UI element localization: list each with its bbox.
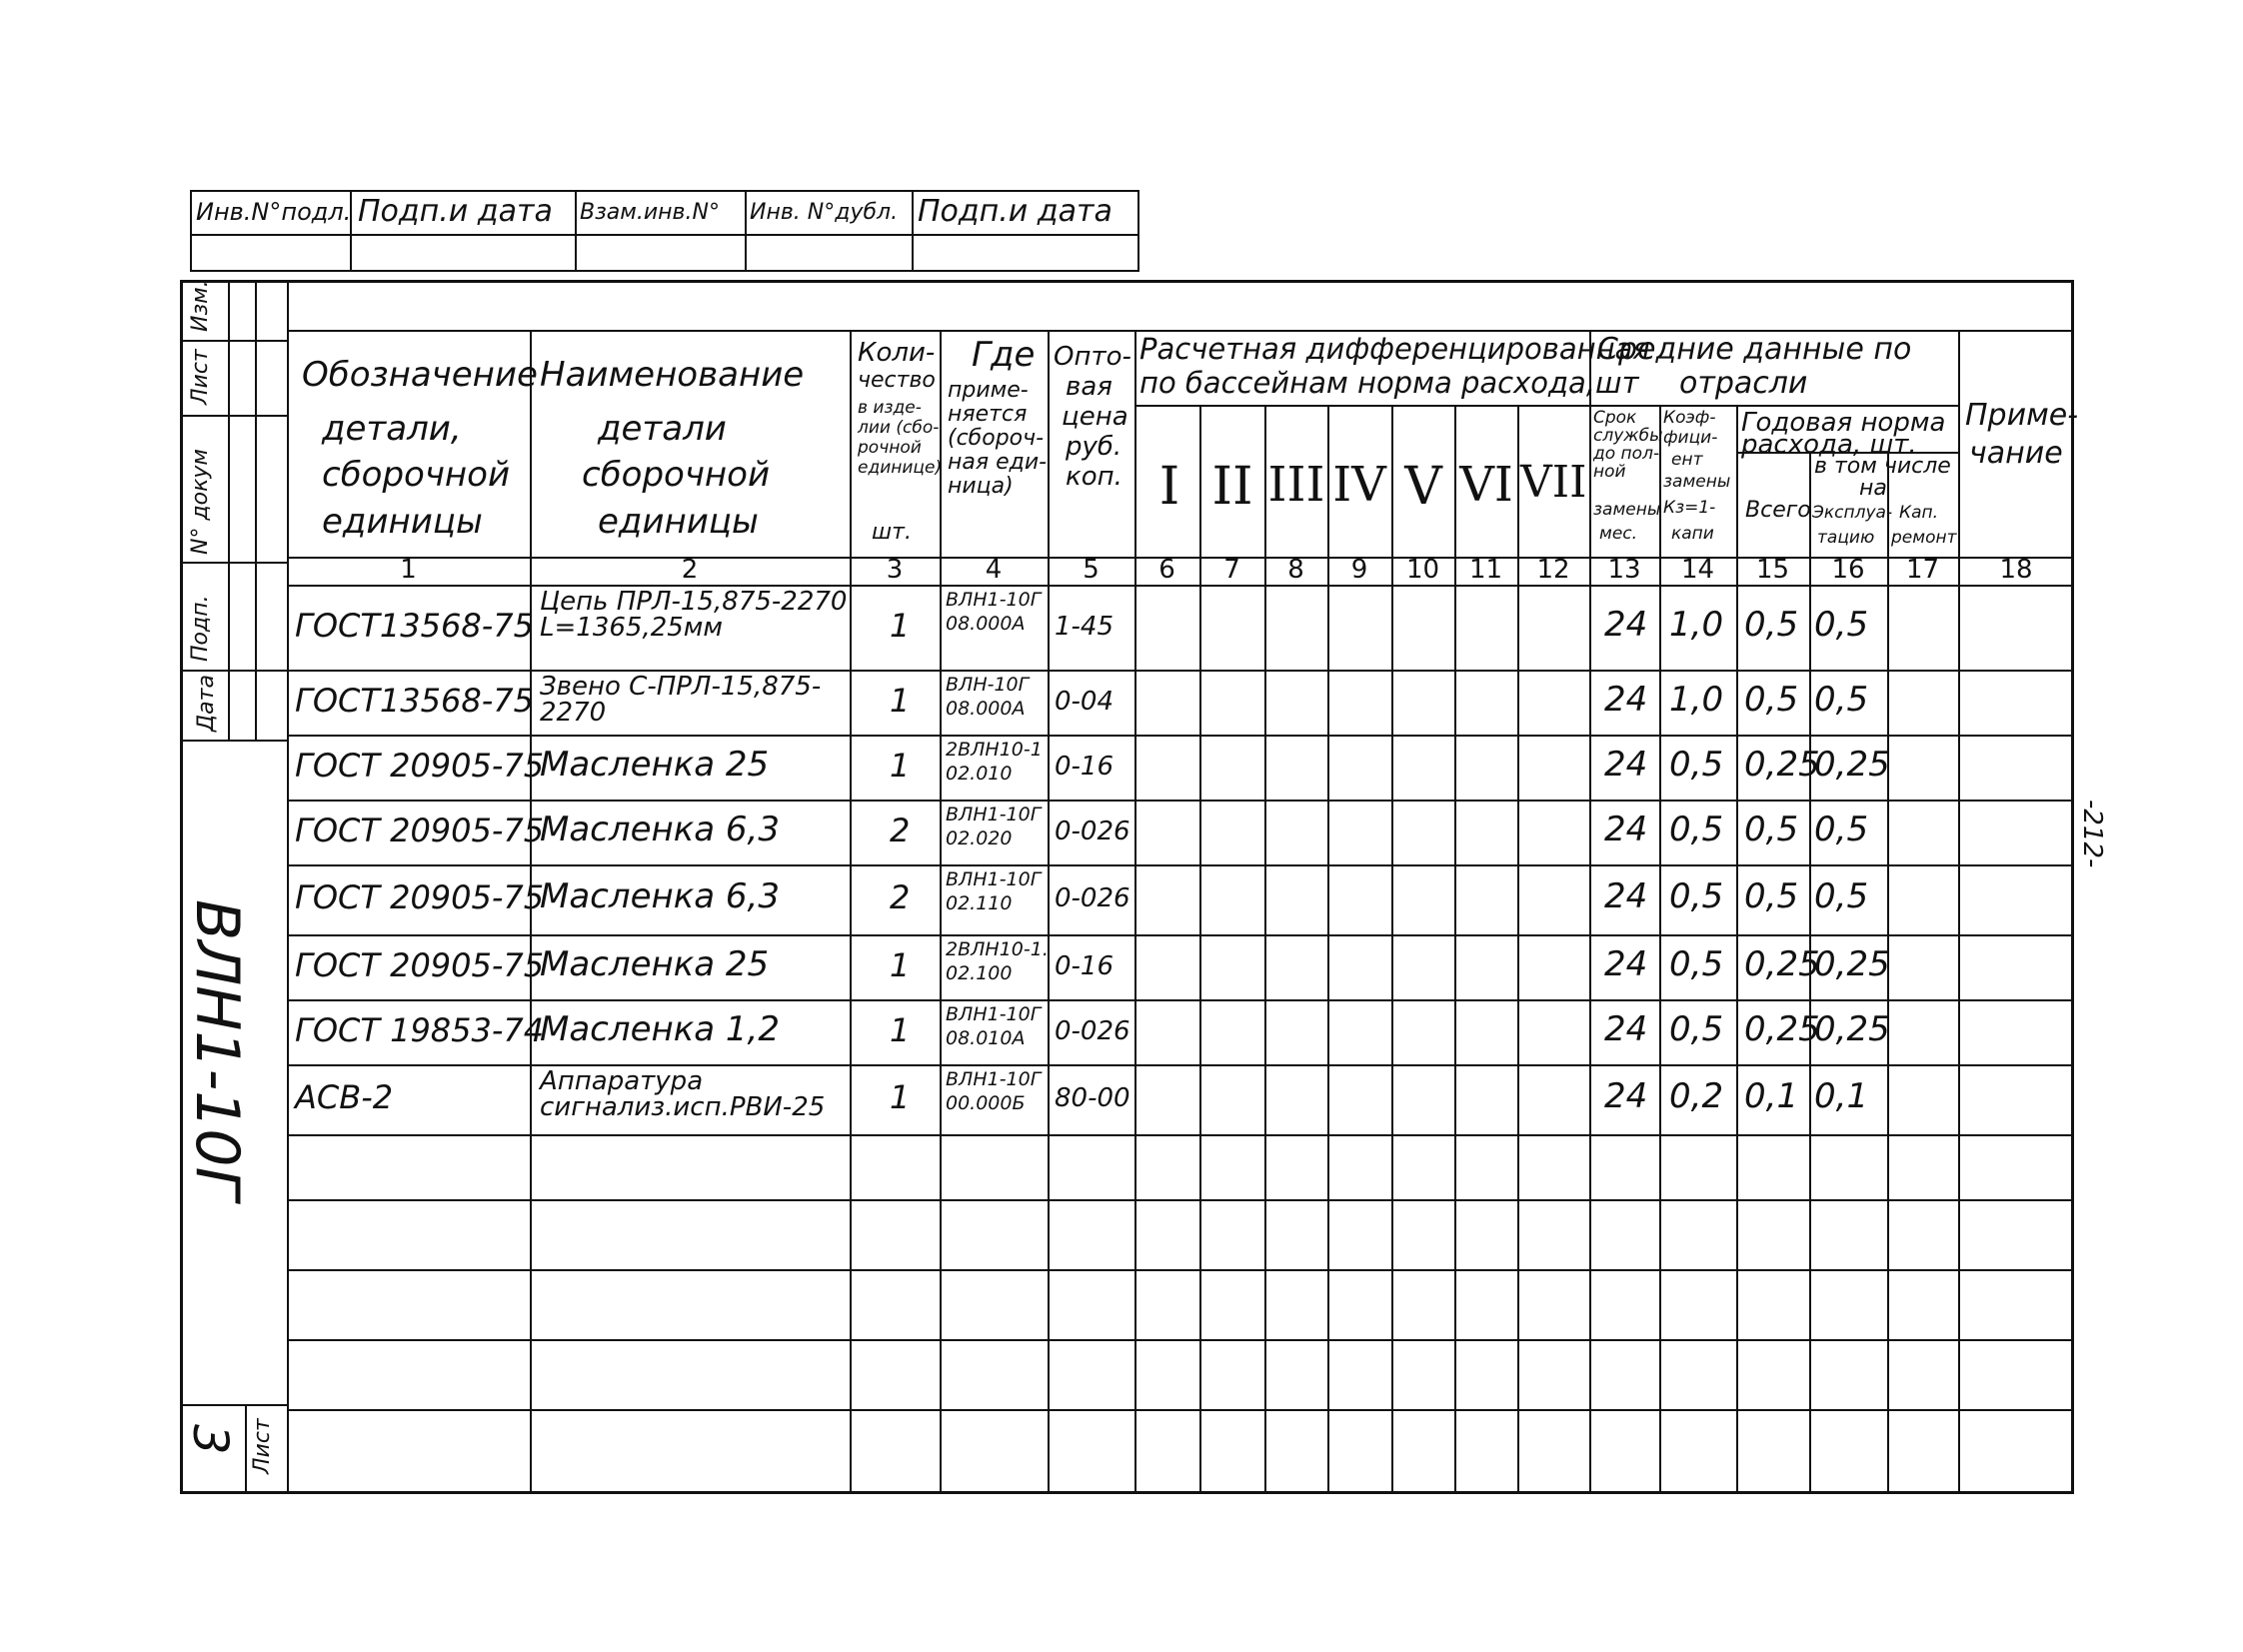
header-price-3: цена [1062, 402, 1128, 432]
row-expl: 0,25 [1814, 744, 1890, 785]
stamp-label-sign1: Подп.и дата [358, 194, 553, 229]
row-total: 0,5 [1744, 679, 1799, 720]
header-price-5: коп. [1066, 462, 1122, 492]
side-label-date: Дата [194, 675, 219, 732]
header-name-2: детали [598, 409, 727, 449]
header-incl-2: на [1859, 476, 1887, 501]
header-qty-5: рочной [858, 438, 922, 458]
row-total: 0,25 [1744, 943, 1820, 984]
row-name-line2: 2270 [540, 698, 607, 728]
header-srok-3: до пол- [1593, 444, 1660, 464]
column-number-14: 14 [1680, 555, 1715, 585]
row-srok: 24 [1604, 809, 1648, 849]
row-designation: ГОСТ 20905-75 [295, 878, 545, 916]
row-name: Масленка 6,3 [540, 876, 780, 916]
column-number-4: 4 [985, 555, 1003, 585]
row-total: 0,5 [1744, 876, 1799, 916]
header-qty-3: в изде- [858, 398, 922, 418]
header-incl-1: в том числе [1814, 454, 1951, 479]
column-number-9: 9 [1350, 555, 1368, 585]
header-designation-4: единицы [322, 502, 483, 542]
column-number-18: 18 [1999, 555, 2033, 585]
header-annual-2: расхода, шт. [1741, 430, 1917, 460]
row-koef: 0,5 [1669, 744, 1724, 785]
row-where-line1: 2ВЛН10-1 [946, 739, 1043, 761]
document-code: ВЛН1-10Г [182, 899, 252, 1200]
sheet-number: 3 [182, 1424, 238, 1455]
row-qty: 1 [890, 1010, 911, 1049]
header-koef-3: ент [1671, 450, 1703, 470]
row-name: Масленка 6,3 [540, 809, 780, 849]
column-number-5: 5 [1083, 555, 1100, 585]
header-where-6: ница) [948, 474, 1014, 499]
column-number-3: 3 [886, 555, 904, 585]
header-qty-6: единице) [858, 458, 943, 478]
header-note-2: чание [1969, 436, 2063, 471]
row-where-line1: 2ВЛН10-1. [946, 938, 1049, 960]
row-expl: 0,5 [1814, 809, 1869, 849]
row-where-line1: ВЛН1-10Г [946, 1068, 1042, 1090]
row-designation: ГОСТ 20905-75 [295, 746, 545, 785]
header-kap-1: Кап. [1899, 503, 1939, 523]
header-where-3: няется [948, 402, 1028, 427]
side-label-doc: N° докум [188, 448, 213, 555]
column-number-13: 13 [1607, 555, 1641, 585]
header-basin-group-1: Расчетная дифференцированная [1139, 332, 1650, 366]
stamp-label-sign2: Подп.и дата [918, 194, 1113, 229]
basin-III: III [1267, 457, 1325, 513]
row-name-line1: Звено С-ПРЛ-15,875- [540, 672, 822, 702]
row-where-line1: ВЛН1-10Г [946, 1003, 1042, 1025]
header-where-1: Где [972, 335, 1036, 375]
row-name-line2: сигнализ.исп.РВИ-25 [540, 1092, 826, 1122]
row-expl: 0,5 [1814, 876, 1869, 916]
column-number-1: 1 [400, 555, 417, 585]
row-expl: 0,25 [1814, 943, 1890, 984]
header-srok-4: ной [1593, 462, 1626, 482]
header-koef-4: замены [1663, 472, 1731, 492]
basin-VI: VI [1459, 457, 1513, 513]
column-number-16: 16 [1831, 555, 1865, 585]
row-name-line1: Цепь ПРЛ-15,875-2270 [540, 587, 848, 617]
header-name-3: сборочной [582, 455, 771, 495]
header-where-5: ная еди- [948, 450, 1048, 475]
header-price-2: вая [1066, 372, 1113, 402]
row-srok: 24 [1604, 1008, 1648, 1049]
row-where-line2: 08.010А [946, 1027, 1026, 1049]
basin-V: V [1404, 457, 1442, 517]
row-srok: 24 [1604, 744, 1648, 785]
row-total: 0,25 [1744, 1008, 1820, 1049]
row-designation: ГОСТ 19853-74 [295, 1010, 545, 1049]
header-total: Всего [1745, 498, 1811, 523]
row-koef: 0,5 [1669, 1008, 1724, 1049]
basin-IV: IV [1332, 457, 1386, 513]
row-koef: 0,2 [1669, 1076, 1724, 1116]
row-where-line2: 02.110 [946, 892, 1013, 914]
row-koef: 0,5 [1669, 876, 1724, 916]
row-koef: 0,5 [1669, 943, 1724, 984]
row-price: 0-04 [1055, 686, 1115, 717]
row-designation: ГОСТ13568-75 [295, 606, 534, 645]
row-designation: ГОСТ13568-75 [295, 681, 534, 720]
column-number-17: 17 [1905, 555, 1940, 585]
header-name-1: Наименование [540, 355, 805, 395]
row-price: 0-026 [1055, 1015, 1130, 1046]
row-name: Масленка 1,2 [540, 1008, 780, 1049]
row-where-line2: 02.020 [946, 827, 1013, 849]
column-number-7: 7 [1223, 555, 1240, 585]
header-avg-group-2: отрасли [1679, 366, 1808, 401]
row-price: 1-45 [1055, 611, 1115, 642]
row-koef: 1,0 [1669, 604, 1724, 645]
row-srok: 24 [1604, 943, 1648, 984]
header-note-1: Приме- [1965, 398, 2079, 433]
header-srok-2: службы [1593, 426, 1663, 446]
column-number-15: 15 [1755, 555, 1790, 585]
column-number-8: 8 [1287, 555, 1304, 585]
row-name: Масленка 25 [540, 744, 770, 785]
row-qty: 1 [890, 681, 911, 720]
row-srok: 24 [1604, 1076, 1648, 1116]
column-number-12: 12 [1536, 555, 1570, 585]
header-srok-1: Срок [1593, 408, 1637, 428]
header-kap-2: ремонт [1891, 528, 1957, 548]
row-designation: АСВ-2 [295, 1078, 394, 1116]
row-srok: 24 [1604, 604, 1648, 645]
side-label-izm: Изм. [188, 280, 213, 332]
header-price-4: руб. [1066, 432, 1122, 462]
row-where-line1: ВЛН1-10Г [946, 868, 1042, 890]
row-koef: 0,5 [1669, 809, 1724, 849]
side-label-list: Лист [188, 349, 213, 405]
row-where-line1: ВЛН1-10Г [946, 589, 1042, 611]
stamp-label-dup: Инв. N°дубл. [750, 200, 899, 225]
row-total: 0,5 [1744, 809, 1799, 849]
row-price: 0-16 [1055, 950, 1115, 981]
row-where-line1: ВЛН-10Г [946, 674, 1030, 696]
column-number-2: 2 [681, 555, 699, 585]
header-qty-2: чество [858, 368, 936, 393]
header-designation-1: Обозначение [302, 355, 538, 395]
header-expl-2: тацию [1817, 528, 1875, 548]
row-expl: 0,1 [1814, 1076, 1869, 1116]
row-where-line2: 02.010 [946, 763, 1013, 785]
header-avg-group-1: Средние данные по [1597, 332, 1912, 367]
header-price-1: Опто- [1054, 342, 1131, 372]
header-expl-1: Эксплуа- [1812, 503, 1893, 523]
stamp-label-inv: Инв.N°подл. [196, 198, 352, 226]
page-mark: -212- [2077, 800, 2107, 868]
header-qty-4: лии (сбо- [858, 418, 940, 438]
row-qty: 1 [890, 606, 911, 645]
header-qty-1: Коли- [858, 338, 936, 368]
row-qty: 2 [890, 811, 911, 849]
row-qty: 2 [890, 878, 911, 916]
header-annual-1: Годовая норма [1741, 408, 1946, 438]
row-expl: 0,25 [1814, 1008, 1890, 1049]
column-number-6: 6 [1158, 555, 1175, 585]
row-qty: 1 [890, 1078, 911, 1116]
header-basin-group-2: по бассейнам норма расхода,шт [1139, 366, 1639, 400]
row-price: 80-00 [1055, 1083, 1130, 1113]
header-where-4: (сбороч- [948, 426, 1045, 451]
row-designation: ГОСТ 20905-75 [295, 945, 545, 984]
row-total: 0,1 [1744, 1076, 1799, 1116]
sheet-label: Лист [250, 1418, 275, 1474]
row-qty: 1 [890, 746, 911, 785]
header-koef-2: фици- [1663, 428, 1718, 448]
row-where-line2: 00.000Б [946, 1092, 1026, 1114]
side-label-sign: Подп. [188, 595, 213, 662]
header-srok-6: мес. [1599, 524, 1638, 544]
header-koef-1: Коэф- [1663, 408, 1716, 428]
row-srok: 24 [1604, 679, 1648, 720]
row-where-line2: 08.000А [946, 698, 1026, 720]
column-number-11: 11 [1468, 555, 1503, 585]
stamp-label-replace: Взам.инв.N° [580, 200, 720, 225]
row-price: 0-026 [1055, 816, 1130, 846]
basin-VII: VII [1520, 457, 1587, 508]
header-name-4: единицы [598, 502, 759, 542]
row-qty: 1 [890, 945, 911, 984]
row-name: Масленка 25 [540, 943, 770, 984]
row-total: 0,25 [1744, 744, 1820, 785]
row-name-line1: Аппаратура [540, 1066, 704, 1096]
header-qty-7: шт. [872, 520, 912, 545]
row-designation: ГОСТ 20905-75 [295, 811, 545, 849]
row-price: 0-026 [1055, 883, 1130, 913]
header-koef-5: Кз=1- [1663, 498, 1716, 518]
row-koef: 1,0 [1669, 679, 1724, 720]
header-koef-6: капи [1671, 524, 1714, 544]
header-designation-3: сборочной [322, 455, 511, 495]
header-designation-2: детали, [322, 409, 462, 449]
row-price: 0-16 [1055, 751, 1115, 782]
row-where-line2: 02.100 [946, 962, 1013, 984]
row-expl: 0,5 [1814, 604, 1869, 645]
row-srok: 24 [1604, 876, 1648, 916]
column-number-10: 10 [1405, 555, 1440, 585]
header-srok-5: замены [1593, 500, 1661, 520]
row-where-line2: 08.000А [946, 613, 1026, 635]
row-name-line2: L=1365,25мм [540, 613, 724, 643]
row-total: 0,5 [1744, 604, 1799, 645]
row-where-line1: ВЛН1-10Г [946, 804, 1042, 826]
header-where-2: приме- [948, 378, 1029, 403]
basin-I: I [1158, 457, 1180, 517]
basin-II: II [1211, 457, 1253, 517]
row-expl: 0,5 [1814, 679, 1869, 720]
